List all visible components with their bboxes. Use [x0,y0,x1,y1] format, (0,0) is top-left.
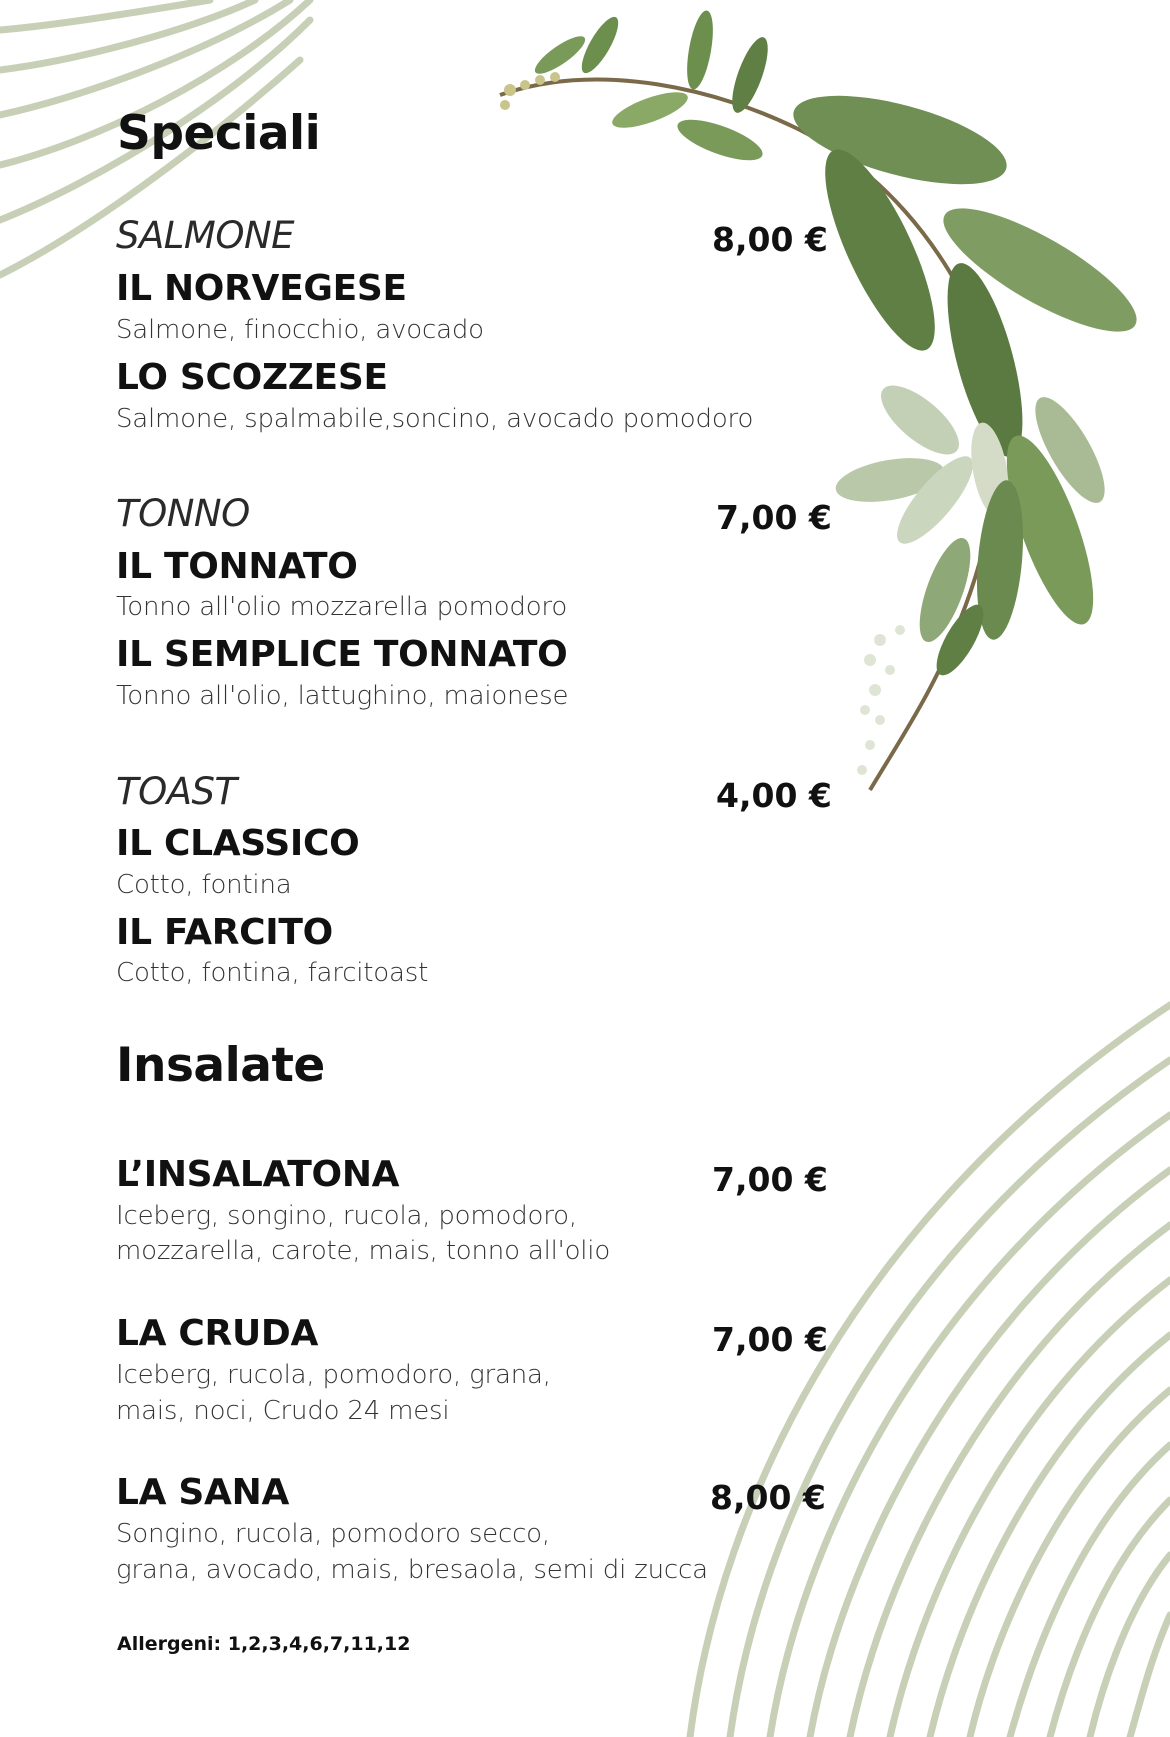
item-desc-lo-scozzese: Salmone, spalmabile,soncino, avocado pomodoro [116,404,754,434]
category-tonno: TONNO [116,492,250,535]
item-name-il-norvegese: IL NORVEGESE [116,268,407,309]
item-name-la-sana: LA SANA [116,1472,290,1513]
section-title-speciali: Speciali [117,106,321,161]
item-name-la-cruda: LA CRUDA [116,1313,319,1354]
item-name-il-classico: IL CLASSICO [116,823,360,864]
bottom-right-wavy-lines [690,1005,1170,1737]
price-la-cruda: 7,00 € [712,1320,828,1359]
item-desc-linsalatona-line1: Iceberg, songino, rucola, pomodoro, [116,1201,577,1231]
item-desc-il-tonnato: Tonno all'olio mozzarella pomodoro [116,592,568,622]
item-desc-la-sana-line1: Songino, rucola, pomodoro secco, [116,1519,550,1549]
item-desc-il-classico: Cotto, fontina [116,870,292,900]
price-salmone: 8,00 € [712,220,828,259]
item-name-il-farcito: IL FARCITO [116,912,333,953]
item-name-linsalatona: L’INSALATONA [116,1154,400,1195]
item-desc-la-sana-line2: grana, avocado, mais, bresaola, semi di zucca [116,1555,708,1585]
price-tonno: 7,00 € [716,498,832,537]
price-la-sana: 8,00 € [710,1478,826,1517]
item-name-il-semplice-tonnato: IL SEMPLICE TONNATO [116,634,568,675]
item-desc-il-semplice-tonnato: Tonno all'olio, lattughino, maionese [116,681,569,711]
allergens-note: Allergeni: 1,2,3,4,6,7,11,12 [117,1633,411,1655]
item-desc-la-cruda-line2: mais, noci, Crudo 24 mesi [116,1396,450,1426]
category-salmone: SALMONE [116,214,295,257]
price-linsalatona: 7,00 € [712,1160,828,1199]
item-desc-linsalatona-line2: mozzarella, carote, mais, tonno all'olio [116,1236,611,1266]
category-toast: TOAST [116,770,237,813]
item-desc-il-norvegese: Salmone, finocchio, avocado [116,315,484,345]
price-toast: 4,00 € [716,776,832,815]
item-name-lo-scozzese: LO SCOZZESE [116,357,388,398]
item-desc-il-farcito: Cotto, fontina, farcitoast [116,958,429,988]
section-title-insalate: Insalate [116,1038,325,1093]
leaf-branch-illustration [500,9,1151,790]
item-name-il-tonnato: IL TONNATO [116,546,358,587]
item-desc-la-cruda-line1: Iceberg, rucola, pomodoro, grana, [116,1360,551,1390]
